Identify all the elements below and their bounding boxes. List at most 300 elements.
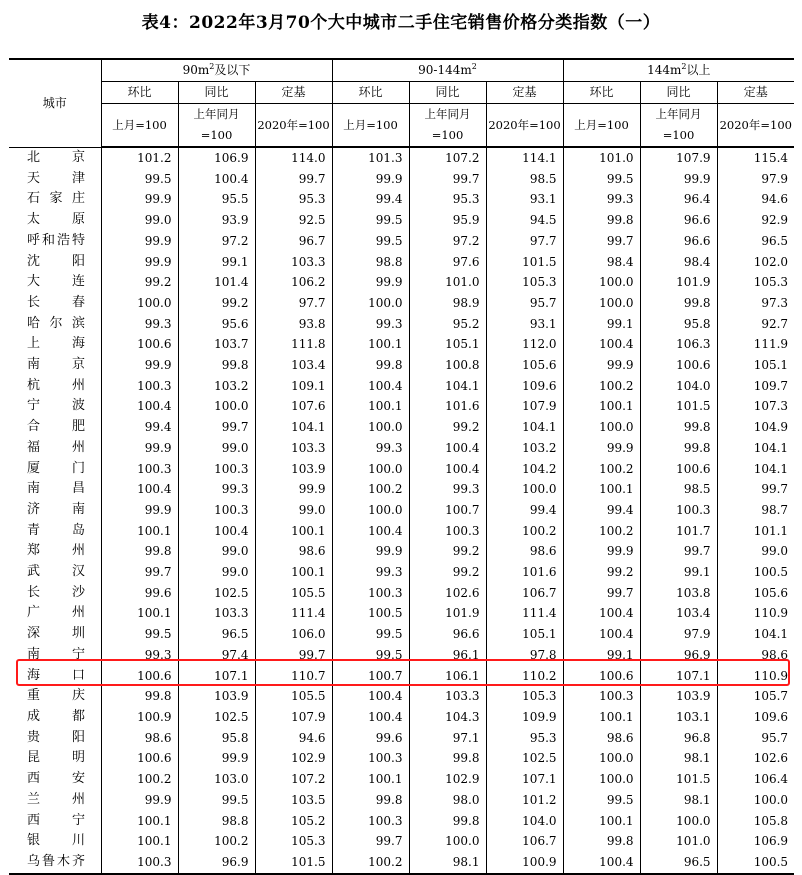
table-row bbox=[9, 376, 794, 397]
table-row bbox=[9, 583, 794, 604]
table-row bbox=[9, 645, 794, 666]
city-name: 太原 bbox=[27, 212, 85, 228]
table-row bbox=[9, 728, 794, 749]
city-name: 宁波 bbox=[27, 398, 85, 414]
value-cell: 99.9 bbox=[101, 252, 178, 273]
table-row bbox=[9, 355, 794, 376]
value-cell: 100.5 bbox=[717, 852, 794, 874]
city-name: 武汉 bbox=[27, 564, 85, 580]
value-cell: 100.1 bbox=[101, 521, 178, 542]
value-cell: 100.2 bbox=[563, 376, 640, 397]
value-cell: 92.7 bbox=[717, 314, 794, 335]
value-cell: 97.2 bbox=[409, 231, 486, 252]
value-cell: 106.1 bbox=[409, 666, 486, 687]
city-name: 西宁 bbox=[27, 812, 85, 828]
value-cell: 100.2 bbox=[101, 769, 178, 790]
value-cell: 100.4 bbox=[332, 521, 409, 542]
value-cell: 99.3 bbox=[332, 562, 409, 583]
city-cell bbox=[9, 624, 101, 645]
city-name: 银川 bbox=[27, 833, 85, 849]
value-cell: 100.3 bbox=[101, 852, 178, 874]
value-cell: 92.9 bbox=[717, 210, 794, 231]
value-cell: 109.1 bbox=[255, 376, 332, 397]
value-cell: 100.3 bbox=[178, 500, 255, 521]
value-cell: 99.8 bbox=[563, 210, 640, 231]
value-cell: 100.4 bbox=[563, 334, 640, 355]
base-header: 上月=100 bbox=[101, 104, 178, 148]
value-cell: 99.7 bbox=[409, 169, 486, 190]
value-cell: 114.0 bbox=[255, 147, 332, 169]
value-cell: 98.5 bbox=[486, 169, 563, 190]
value-cell: 105.2 bbox=[255, 811, 332, 832]
value-cell: 100.0 bbox=[486, 479, 563, 500]
value-cell: 99.2 bbox=[409, 562, 486, 583]
value-cell: 97.9 bbox=[717, 169, 794, 190]
value-cell: 106.4 bbox=[717, 769, 794, 790]
city-name: 北京 bbox=[27, 149, 85, 165]
value-cell: 107.2 bbox=[255, 769, 332, 790]
city-name: 贵阳 bbox=[27, 729, 85, 745]
table-row bbox=[9, 438, 794, 459]
value-cell: 96.6 bbox=[409, 624, 486, 645]
city-name: 上海 bbox=[27, 336, 85, 352]
city-cell bbox=[9, 355, 101, 376]
value-cell: 96.6 bbox=[640, 210, 717, 231]
table-row bbox=[9, 562, 794, 583]
value-cell: 99.7 bbox=[563, 583, 640, 604]
value-cell: 105.3 bbox=[717, 272, 794, 293]
value-cell: 103.2 bbox=[486, 438, 563, 459]
city-name: 合肥 bbox=[27, 419, 85, 435]
value-cell: 100.0 bbox=[563, 748, 640, 769]
value-cell: 99.4 bbox=[563, 500, 640, 521]
value-cell: 100.9 bbox=[101, 707, 178, 728]
value-cell: 98.6 bbox=[717, 645, 794, 666]
value-cell: 99.9 bbox=[563, 355, 640, 376]
value-cell: 105.3 bbox=[255, 831, 332, 852]
value-cell: 100.8 bbox=[409, 355, 486, 376]
city-cell bbox=[9, 541, 101, 562]
city-cell bbox=[9, 811, 101, 832]
value-cell: 101.2 bbox=[486, 790, 563, 811]
group-header-medium: $90-144m^2$ bbox=[332, 59, 563, 82]
value-cell: 100.5 bbox=[717, 562, 794, 583]
city-cell bbox=[9, 396, 101, 417]
metric-header: 定基 bbox=[486, 82, 563, 104]
value-cell: 97.4 bbox=[178, 645, 255, 666]
value-cell: 100.7 bbox=[332, 666, 409, 687]
value-cell: 100.0 bbox=[332, 417, 409, 438]
value-cell: 100.4 bbox=[563, 603, 640, 624]
value-cell: 100.6 bbox=[101, 666, 178, 687]
value-cell: 99.5 bbox=[563, 790, 640, 811]
value-cell: 110.2 bbox=[486, 666, 563, 687]
value-cell: 98.6 bbox=[563, 728, 640, 749]
value-cell: 100.5 bbox=[332, 603, 409, 624]
city-cell bbox=[9, 831, 101, 852]
table-row bbox=[9, 666, 794, 687]
city-cell bbox=[9, 769, 101, 790]
value-cell: 99.3 bbox=[409, 479, 486, 500]
value-cell: 101.6 bbox=[409, 396, 486, 417]
table-row bbox=[9, 169, 794, 190]
value-cell: 95.6 bbox=[178, 314, 255, 335]
value-cell: 98.9 bbox=[409, 293, 486, 314]
value-cell: 104.2 bbox=[486, 459, 563, 480]
value-cell: 99.9 bbox=[178, 748, 255, 769]
value-cell: 99.9 bbox=[101, 790, 178, 811]
city-cell bbox=[9, 562, 101, 583]
value-cell: 99.3 bbox=[178, 479, 255, 500]
value-cell: 95.3 bbox=[255, 189, 332, 210]
value-cell: 99.2 bbox=[178, 293, 255, 314]
value-cell: 105.6 bbox=[486, 355, 563, 376]
city-cell bbox=[9, 147, 101, 169]
value-cell: 99.5 bbox=[101, 169, 178, 190]
value-cell: 100.0 bbox=[717, 790, 794, 811]
value-cell: 99.5 bbox=[101, 624, 178, 645]
table-row bbox=[9, 521, 794, 542]
value-cell: 107.2 bbox=[409, 147, 486, 169]
value-cell: 103.3 bbox=[255, 252, 332, 273]
value-cell: 100.4 bbox=[178, 521, 255, 542]
value-cell: 106.0 bbox=[255, 624, 332, 645]
value-cell: 100.1 bbox=[332, 334, 409, 355]
table-row bbox=[9, 541, 794, 562]
value-cell: 98.8 bbox=[178, 811, 255, 832]
group-header-large: $144m^2$以上 bbox=[563, 59, 794, 82]
value-cell: 99.7 bbox=[101, 562, 178, 583]
value-cell: 100.0 bbox=[563, 272, 640, 293]
value-cell: 105.1 bbox=[486, 624, 563, 645]
value-cell: 94.6 bbox=[255, 728, 332, 749]
value-cell: 101.0 bbox=[409, 272, 486, 293]
city-name: 石家庄 bbox=[27, 191, 85, 207]
value-cell: 96.7 bbox=[255, 231, 332, 252]
city-cell bbox=[9, 603, 101, 624]
value-cell: 100.2 bbox=[486, 521, 563, 542]
city-cell bbox=[9, 500, 101, 521]
value-cell: 99.8 bbox=[409, 748, 486, 769]
value-cell: 97.3 bbox=[717, 293, 794, 314]
base-header: 上年同月=100 bbox=[409, 104, 486, 148]
value-cell: 102.0 bbox=[717, 252, 794, 273]
city-cell bbox=[9, 852, 101, 874]
value-cell: 107.1 bbox=[640, 666, 717, 687]
value-cell: 102.9 bbox=[409, 769, 486, 790]
value-cell: 99.7 bbox=[255, 169, 332, 190]
value-cell: 95.8 bbox=[178, 728, 255, 749]
value-cell: 100.3 bbox=[563, 686, 640, 707]
value-cell: 100.6 bbox=[101, 334, 178, 355]
value-cell: 98.7 bbox=[717, 500, 794, 521]
city-name: 海口 bbox=[27, 667, 85, 683]
value-cell: 101.1 bbox=[717, 521, 794, 542]
value-cell: 102.6 bbox=[717, 748, 794, 769]
value-cell: 98.1 bbox=[409, 852, 486, 874]
value-cell: 101.4 bbox=[178, 272, 255, 293]
base-header: 上年同月=100 bbox=[178, 104, 255, 148]
value-cell: 96.5 bbox=[178, 624, 255, 645]
value-cell: 99.3 bbox=[332, 314, 409, 335]
value-cell: 100.6 bbox=[563, 666, 640, 687]
table-row bbox=[9, 479, 794, 500]
value-cell: 100.3 bbox=[332, 748, 409, 769]
value-cell: 100.1 bbox=[101, 831, 178, 852]
value-cell: 99.8 bbox=[640, 293, 717, 314]
value-cell: 96.4 bbox=[640, 189, 717, 210]
table-row bbox=[9, 293, 794, 314]
value-cell: 103.4 bbox=[255, 355, 332, 376]
value-cell: 94.5 bbox=[486, 210, 563, 231]
value-cell: 101.6 bbox=[486, 562, 563, 583]
value-cell: 99.7 bbox=[178, 417, 255, 438]
value-cell: 106.7 bbox=[486, 583, 563, 604]
value-cell: 97.7 bbox=[255, 293, 332, 314]
value-cell: 100.9 bbox=[486, 852, 563, 874]
value-cell: 100.0 bbox=[332, 293, 409, 314]
value-cell: 100.0 bbox=[640, 811, 717, 832]
city-name: 长沙 bbox=[27, 584, 85, 600]
value-cell: 100.4 bbox=[332, 707, 409, 728]
value-cell: 99.4 bbox=[101, 417, 178, 438]
city-cell bbox=[9, 438, 101, 459]
value-cell: 95.3 bbox=[409, 189, 486, 210]
value-cell: 100.3 bbox=[101, 459, 178, 480]
value-cell: 111.4 bbox=[255, 603, 332, 624]
value-cell: 98.5 bbox=[640, 479, 717, 500]
value-cell: 99.9 bbox=[255, 479, 332, 500]
city-cell bbox=[9, 189, 101, 210]
value-cell: 100.1 bbox=[563, 479, 640, 500]
value-cell: 109.9 bbox=[486, 707, 563, 728]
base-header: 上月=100 bbox=[332, 104, 409, 148]
metric-header: 定基 bbox=[717, 82, 794, 104]
value-cell: 100.1 bbox=[563, 811, 640, 832]
value-cell: 98.1 bbox=[640, 790, 717, 811]
value-cell: 99.2 bbox=[409, 417, 486, 438]
value-cell: 96.5 bbox=[717, 231, 794, 252]
value-cell: 104.0 bbox=[486, 811, 563, 832]
city-name: 呼和浩特 bbox=[27, 232, 85, 248]
value-cell: 99.3 bbox=[563, 189, 640, 210]
value-cell: 93.9 bbox=[178, 210, 255, 231]
table-row bbox=[9, 790, 794, 811]
value-cell: 99.8 bbox=[563, 831, 640, 852]
value-cell: 111.8 bbox=[255, 334, 332, 355]
value-cell: 107.9 bbox=[640, 147, 717, 169]
value-cell: 99.9 bbox=[101, 355, 178, 376]
value-cell: 105.6 bbox=[717, 583, 794, 604]
table-row bbox=[9, 603, 794, 624]
city-cell bbox=[9, 748, 101, 769]
value-cell: 99.9 bbox=[101, 500, 178, 521]
value-cell: 107.9 bbox=[255, 707, 332, 728]
value-cell: 99.9 bbox=[332, 169, 409, 190]
value-cell: 96.5 bbox=[640, 852, 717, 874]
metric-header: 环比 bbox=[332, 82, 409, 104]
city-cell bbox=[9, 210, 101, 231]
city-name: 兰州 bbox=[27, 791, 85, 807]
value-cell: 95.3 bbox=[486, 728, 563, 749]
value-cell: 105.1 bbox=[717, 355, 794, 376]
value-cell: 103.0 bbox=[178, 769, 255, 790]
value-cell: 100.3 bbox=[409, 521, 486, 542]
value-cell: 99.3 bbox=[101, 314, 178, 335]
value-cell: 99.4 bbox=[332, 189, 409, 210]
value-cell: 103.7 bbox=[178, 334, 255, 355]
value-cell: 100.1 bbox=[101, 811, 178, 832]
city-name: 大连 bbox=[27, 274, 85, 290]
value-cell: 95.8 bbox=[640, 314, 717, 335]
value-cell: 99.4 bbox=[486, 500, 563, 521]
value-cell: 104.1 bbox=[486, 417, 563, 438]
value-cell: 100.0 bbox=[332, 459, 409, 480]
value-cell: 104.1 bbox=[717, 438, 794, 459]
city-cell bbox=[9, 666, 101, 687]
city-name: 南京 bbox=[27, 357, 85, 373]
value-cell: 100.3 bbox=[332, 811, 409, 832]
value-cell: 100.1 bbox=[563, 707, 640, 728]
value-cell: 98.4 bbox=[563, 252, 640, 273]
value-cell: 101.5 bbox=[640, 396, 717, 417]
value-cell: 101.2 bbox=[101, 147, 178, 169]
value-cell: 99.5 bbox=[332, 624, 409, 645]
value-cell: 100.2 bbox=[563, 459, 640, 480]
value-cell: 100.4 bbox=[409, 459, 486, 480]
value-cell: 115.4 bbox=[717, 147, 794, 169]
city-name: 长春 bbox=[27, 294, 85, 310]
value-cell: 100.3 bbox=[101, 376, 178, 397]
value-cell: 100.0 bbox=[101, 293, 178, 314]
value-cell: 105.5 bbox=[255, 686, 332, 707]
value-cell: 99.8 bbox=[101, 686, 178, 707]
value-cell: 99.9 bbox=[101, 189, 178, 210]
value-cell: 101.5 bbox=[640, 769, 717, 790]
value-cell: 95.7 bbox=[717, 728, 794, 749]
value-cell: 111.4 bbox=[486, 603, 563, 624]
metric-header: 同比 bbox=[178, 82, 255, 104]
value-cell: 99.8 bbox=[101, 541, 178, 562]
table-row bbox=[9, 252, 794, 273]
value-cell: 100.4 bbox=[563, 624, 640, 645]
value-cell: 99.9 bbox=[563, 541, 640, 562]
table-row bbox=[9, 686, 794, 707]
value-cell: 93.1 bbox=[486, 189, 563, 210]
value-cell: 100.6 bbox=[640, 355, 717, 376]
value-cell: 100.1 bbox=[332, 396, 409, 417]
base-header: 上月=100 bbox=[563, 104, 640, 148]
city-cell bbox=[9, 376, 101, 397]
city-name: 西安 bbox=[27, 771, 85, 787]
value-cell: 104.1 bbox=[409, 376, 486, 397]
value-cell: 100.1 bbox=[101, 603, 178, 624]
metric-header: 环比 bbox=[563, 82, 640, 104]
city-cell bbox=[9, 417, 101, 438]
value-cell: 103.9 bbox=[178, 686, 255, 707]
value-cell: 100.1 bbox=[255, 562, 332, 583]
city-name: 福州 bbox=[27, 439, 85, 455]
value-cell: 99.9 bbox=[563, 438, 640, 459]
value-cell: 106.9 bbox=[178, 147, 255, 169]
value-cell: 102.5 bbox=[178, 583, 255, 604]
value-cell: 99.7 bbox=[717, 479, 794, 500]
value-cell: 101.7 bbox=[640, 521, 717, 542]
table-row bbox=[9, 500, 794, 521]
value-cell: 99.0 bbox=[101, 210, 178, 231]
value-cell: 100.2 bbox=[563, 521, 640, 542]
value-cell: 95.2 bbox=[409, 314, 486, 335]
value-cell: 104.3 bbox=[409, 707, 486, 728]
value-cell: 100.2 bbox=[332, 479, 409, 500]
value-cell: 100.4 bbox=[332, 686, 409, 707]
value-cell: 94.6 bbox=[717, 189, 794, 210]
value-cell: 103.3 bbox=[255, 438, 332, 459]
value-cell: 100.1 bbox=[255, 521, 332, 542]
value-cell: 109.7 bbox=[717, 376, 794, 397]
value-cell: 97.8 bbox=[486, 645, 563, 666]
value-cell: 102.9 bbox=[255, 748, 332, 769]
value-cell: 100.3 bbox=[332, 583, 409, 604]
value-cell: 92.5 bbox=[255, 210, 332, 231]
value-cell: 99.5 bbox=[563, 169, 640, 190]
value-cell: 99.7 bbox=[640, 541, 717, 562]
base-header: 2020年=100 bbox=[255, 104, 332, 148]
value-cell: 97.2 bbox=[178, 231, 255, 252]
value-cell: 100.0 bbox=[563, 769, 640, 790]
value-cell: 93.8 bbox=[255, 314, 332, 335]
table-row bbox=[9, 459, 794, 480]
value-cell: 99.8 bbox=[640, 417, 717, 438]
city-cell bbox=[9, 334, 101, 355]
value-cell: 100.1 bbox=[332, 769, 409, 790]
value-cell: 101.5 bbox=[255, 852, 332, 874]
city-name: 广州 bbox=[27, 605, 85, 621]
value-cell: 96.9 bbox=[178, 852, 255, 874]
value-cell: 110.9 bbox=[717, 603, 794, 624]
city-name: 天津 bbox=[27, 170, 85, 186]
value-cell: 100.7 bbox=[409, 500, 486, 521]
value-cell: 99.6 bbox=[101, 583, 178, 604]
value-cell: 99.8 bbox=[640, 438, 717, 459]
table-row bbox=[9, 210, 794, 231]
table-row bbox=[9, 334, 794, 355]
city-name: 郑州 bbox=[27, 543, 85, 559]
value-cell: 110.9 bbox=[717, 666, 794, 687]
value-cell: 99.9 bbox=[101, 231, 178, 252]
value-cell: 103.3 bbox=[409, 686, 486, 707]
city-cell bbox=[9, 521, 101, 542]
value-cell: 99.7 bbox=[332, 831, 409, 852]
value-cell: 104.1 bbox=[255, 417, 332, 438]
city-cell bbox=[9, 314, 101, 335]
value-cell: 97.6 bbox=[409, 252, 486, 273]
value-cell: 98.0 bbox=[409, 790, 486, 811]
city-cell bbox=[9, 686, 101, 707]
value-cell: 95.9 bbox=[409, 210, 486, 231]
value-cell: 105.5 bbox=[255, 583, 332, 604]
table-row bbox=[9, 231, 794, 252]
value-cell: 100.2 bbox=[332, 852, 409, 874]
city-cell bbox=[9, 272, 101, 293]
value-cell: 99.7 bbox=[563, 231, 640, 252]
city-name: 昆明 bbox=[27, 750, 85, 766]
value-cell: 98.8 bbox=[332, 252, 409, 273]
metric-header: 定基 bbox=[255, 82, 332, 104]
value-cell: 96.9 bbox=[640, 645, 717, 666]
value-cell: 99.9 bbox=[640, 169, 717, 190]
value-cell: 105.3 bbox=[486, 272, 563, 293]
